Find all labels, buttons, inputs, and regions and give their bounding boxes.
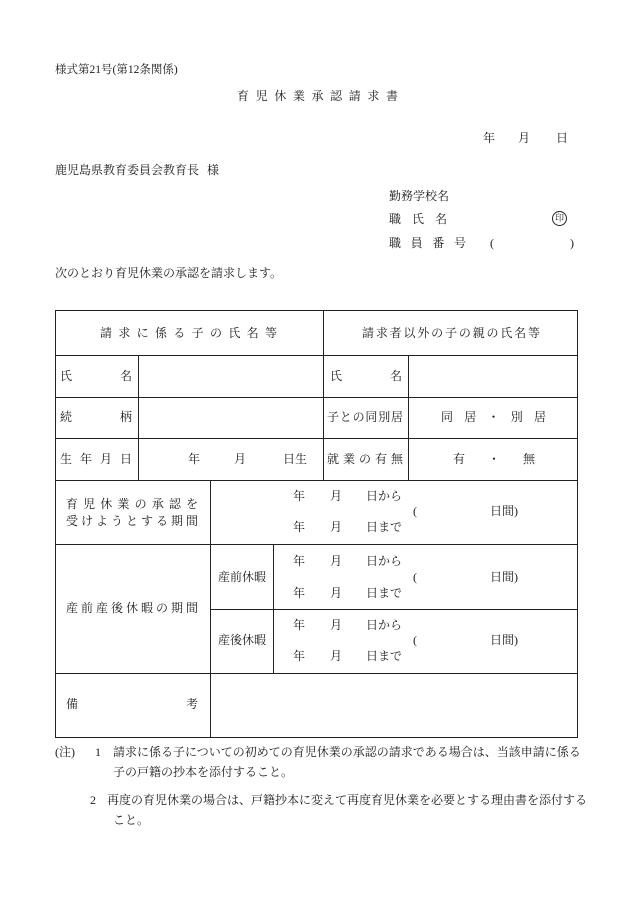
prenatal-to-day: 日まで — [366, 586, 403, 600]
relation-label: 続柄 — [60, 410, 132, 424]
birthdate-day: 日生 — [283, 452, 308, 466]
note-2-number: 2 — [90, 793, 96, 807]
prenatal-days-open: ( — [413, 570, 417, 584]
employment-label: 就業の有無 — [327, 452, 403, 466]
postnatal-to-month: 月 — [330, 649, 343, 663]
school-label: 勤務学校名 — [389, 189, 450, 203]
date-day-label: 日 — [556, 131, 569, 145]
prenatal-from-year: 年 — [293, 554, 306, 568]
prenatal-label: 産前休暇 — [218, 570, 267, 584]
page-title: 育児休業承認請求書 — [237, 89, 398, 103]
date-month-label: 月 — [518, 131, 531, 145]
intro-text: 次のとおり育児休業の承認を請求します。 — [55, 266, 283, 280]
child-name-label: 氏名 — [60, 369, 132, 383]
childcare-to-month: 月 — [330, 520, 343, 534]
cohabitation-label: 子との同別居 — [327, 410, 403, 424]
child-name-value — [139, 356, 323, 397]
employee-number-label: 職員番号 — [389, 236, 466, 250]
employment-options: 有・無 — [453, 452, 535, 466]
date-year-label: 年 — [483, 131, 496, 145]
note-1-line2: 子の戸籍の抄本を添付すること。 — [113, 765, 294, 779]
childcare-days-open: ( — [413, 504, 417, 518]
childcare-from-month: 月 — [330, 489, 343, 503]
relation-value — [139, 398, 323, 438]
child-header: 請求に係る子の氏名等 — [100, 326, 277, 340]
remarks-label: 備考 — [66, 697, 198, 711]
prenatal-to-year: 年 — [293, 586, 306, 600]
note-2-line1: 再度の育児休業の場合は、戸籍抄本に変えて再度育児休業を必要とする理由書を添付する — [107, 793, 588, 807]
childcare-to-day: 日まで — [366, 520, 403, 534]
addressee-name: 鹿児島県教育委員会教育長 — [55, 163, 200, 177]
childcare-to-year: 年 — [293, 520, 306, 534]
postnatal-days-open: ( — [413, 633, 417, 647]
cohabitation-options: 同居・別居 — [441, 410, 546, 424]
postnatal-label: 産後休暇 — [218, 633, 267, 647]
childcare-from-day: 日から — [366, 489, 403, 503]
childcare-period-label-line2: 受けようとする期間 — [66, 514, 198, 528]
childcare-period-label-line1: 育児休業の承認を — [66, 497, 198, 511]
employee-number-paren-open: ( — [490, 236, 494, 250]
prenatal-days-close: 日間) — [490, 570, 518, 584]
other-parent-name-value — [409, 356, 577, 397]
maternity-period-label: 産前産後休暇の期間 — [66, 601, 198, 615]
other-parent-header: 請求者以外の子の親の氏名等 — [362, 326, 540, 340]
birthdate-month: 月 — [234, 452, 247, 466]
form-number: 様式第21号(第12条関係) — [55, 64, 178, 76]
prenatal-from-day: 日から — [366, 554, 403, 568]
other-parent-name-label: 氏名 — [330, 369, 402, 383]
notes-prefix: (注) — [55, 745, 75, 759]
remarks-value — [211, 674, 577, 737]
note-1-number: 1 — [95, 745, 101, 759]
prenatal-from-month: 月 — [330, 554, 343, 568]
childcare-from-year: 年 — [293, 489, 306, 503]
employee-number-paren-close: ) — [570, 236, 574, 250]
postnatal-days-close: 日間) — [490, 633, 518, 647]
applicant-name-label: 職氏名 — [389, 212, 447, 226]
postnatal-from-year: 年 — [293, 618, 306, 632]
addressee-honorific: 様 — [207, 163, 220, 177]
birthdate-year: 年 — [188, 452, 201, 466]
note-1-line1: 請求に係る子についての初めての育児休業の承認の請求である場合は、当該申請に係る — [113, 745, 581, 759]
childcare-days-close: 日間) — [490, 504, 518, 518]
postnatal-to-year: 年 — [293, 649, 306, 663]
postnatal-from-month: 月 — [330, 618, 343, 632]
birthdate-label: 生年月日 — [60, 452, 132, 466]
seal-mark-icon: 印 — [552, 211, 567, 226]
postnatal-to-day: 日まで — [366, 649, 403, 663]
prenatal-to-month: 月 — [330, 586, 343, 600]
postnatal-from-day: 日から — [366, 618, 403, 632]
note-2-line2: こと。 — [113, 813, 150, 827]
